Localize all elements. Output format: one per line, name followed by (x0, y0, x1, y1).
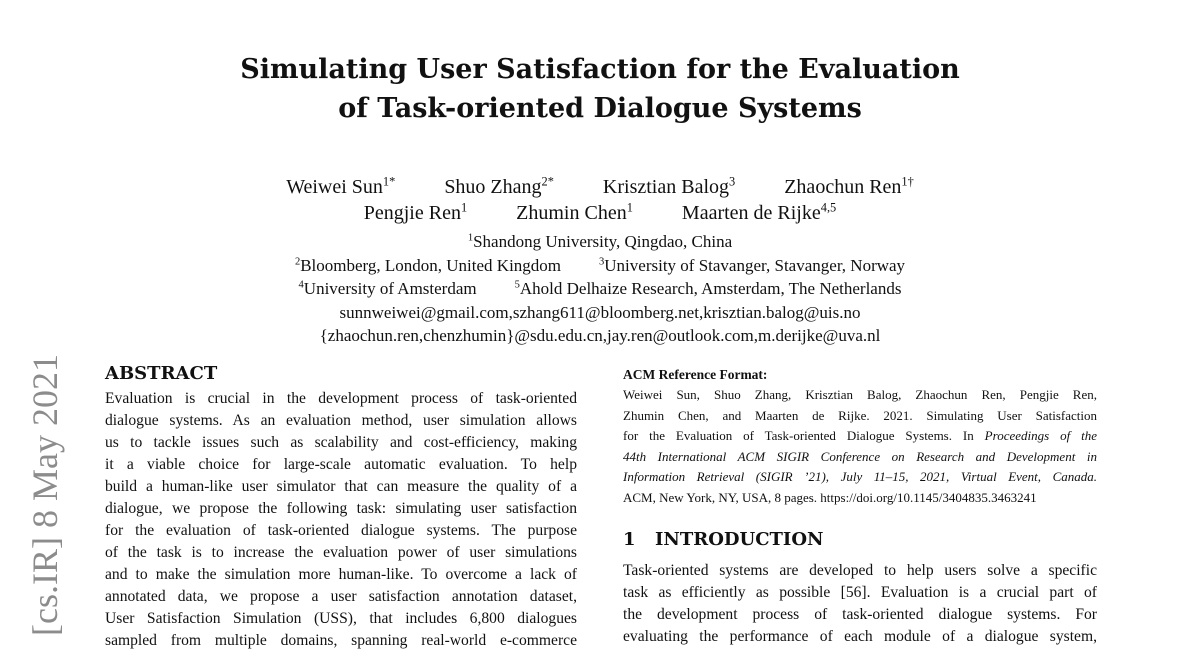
text-line: for the evaluation of task-oriented dialogue systems. The purpose (105, 522, 577, 539)
text-line: Task-oriented systems are developed to help users solve a specific (623, 562, 1097, 579)
affiliations (0, 230, 1200, 348)
italic-run: Proceedings of the (984, 428, 1098, 443)
text-line: sampled from multiple domains, spanning real-world e-commerce (105, 632, 577, 649)
text-line: dialogue systems. As an evaluation method, user simulation allows (105, 412, 577, 429)
text-run: Weiwei Sun, Shuo Zhang, Krisztian Balog, Zhaochun Ren, Pengjie Ren, (623, 387, 1097, 402)
text-line: evaluating the performance of each module of a dialogue system, (623, 628, 1097, 645)
acm-reference-heading: ACM Reference Format: (623, 367, 768, 382)
author-row-1 (0, 174, 1200, 200)
affiliation-row: $^4$University of Amsterdam $^5$Ahold Delhaize Research, Amsterdam, The Netherlands (298, 279, 902, 298)
author-list (0, 174, 1200, 226)
text-line: the development process of task-oriented dialogue systems. For (623, 606, 1097, 623)
italic-run: Information Retrieval (SIGIR ’21), July 11–15, 2021, Virtual Event, Canada. (623, 469, 1097, 484)
text-line: build a human-like user simulator that can measure the quality of a (105, 478, 577, 495)
right-column (623, 366, 1097, 648)
introduction-body (623, 560, 1097, 648)
arxiv-side-stamp: [cs.IR] 8 May 2021 (25, 354, 65, 636)
text-line: of the task is to increase the evaluation power of user simulations (105, 544, 577, 561)
author: Zhumin Chen$^1$ (516, 200, 633, 224)
reference-line (623, 385, 1097, 406)
acm-reference-body (623, 385, 1097, 508)
reference-line (623, 426, 1097, 447)
abstract-heading: ABSTRACT (105, 363, 218, 384)
reference-line (623, 467, 1097, 488)
left-column (105, 362, 577, 652)
paper-title (0, 50, 1200, 128)
abstract-body (105, 388, 577, 652)
reference-line (623, 447, 1097, 468)
text-run: Zhumin Chen, and Maarten de Rijke. 2021. Simulating User Satisfaction (623, 407, 1097, 423)
text-line: dialogue, we propose the following task: simulating user satisfaction (105, 500, 577, 517)
title-line-1: Simulating User Satisfaction for the Evaluation (240, 54, 960, 85)
title-line-2: of Task-oriented Dialogue Systems (338, 93, 862, 124)
author: Shuo Zhang$^{2*}$ (444, 174, 554, 198)
author-emails: {zhaochun.ren,chenzhumin}@sdu.edu.cn,jay.ren@outlook.com,m.derijke@uva.nl (319, 326, 881, 345)
text-line: and to make the simulation more human-like. To overcome a lack of (105, 566, 577, 583)
text-line: task as efficiently as possible [56]. Evaluation is a crucial part of (623, 584, 1097, 601)
text-line: User Satisfaction Simulation (USS), that includes 6,800 dialogues (105, 610, 577, 627)
author: Pengjie Ren$^1$ (363, 200, 468, 224)
author-row-2 (0, 200, 1200, 226)
text-run: for the Evaluation of Task-oriented Dialogue Systems. In (623, 428, 985, 443)
author: Maarten de Rijke$^{4,5}$ (681, 200, 837, 224)
affiliation-row: $^2$Bloomberg, London, United Kingdom $^3$University of Stavanger, Stavanger, Norway (294, 255, 906, 275)
text-line: it a viable choice for large-scale automatic evaluation. To help (105, 456, 577, 473)
italic-run: 44th International ACM SIGIR Conference on Research and Development in (623, 448, 1097, 464)
text-line: us to tackle issues such as scalability and cost-efficiency, making (105, 434, 577, 451)
author: Krisztian Balog$^3$ (602, 174, 736, 198)
introduction-heading (623, 528, 1097, 552)
reference-line (623, 488, 1097, 509)
affiliation-row: $^1$Shandong University, Qingdao, China (467, 232, 733, 251)
reference-line (623, 406, 1097, 427)
text-line: Evaluation is crucial in the development process of task-oriented (105, 390, 577, 407)
text-run: ACM, New York, NY, USA, 8 pages. https://doi.org/10.1145/3404835.3463241 (623, 489, 1037, 505)
section-title: INTRODUCTION (655, 529, 824, 550)
author-emails: sunnweiwei@gmail.com,szhang611@bloomberg.net,krisztian.balog@uis.no (339, 302, 861, 322)
text-line: annotated data, we propose a user satisfaction annotation dataset, (105, 588, 577, 605)
section-number: 1 (623, 529, 636, 550)
author: Zhaochun Ren$^{1\dagger}$ (784, 174, 914, 198)
author: Weiwei Sun$^{1*}$ (286, 174, 396, 198)
